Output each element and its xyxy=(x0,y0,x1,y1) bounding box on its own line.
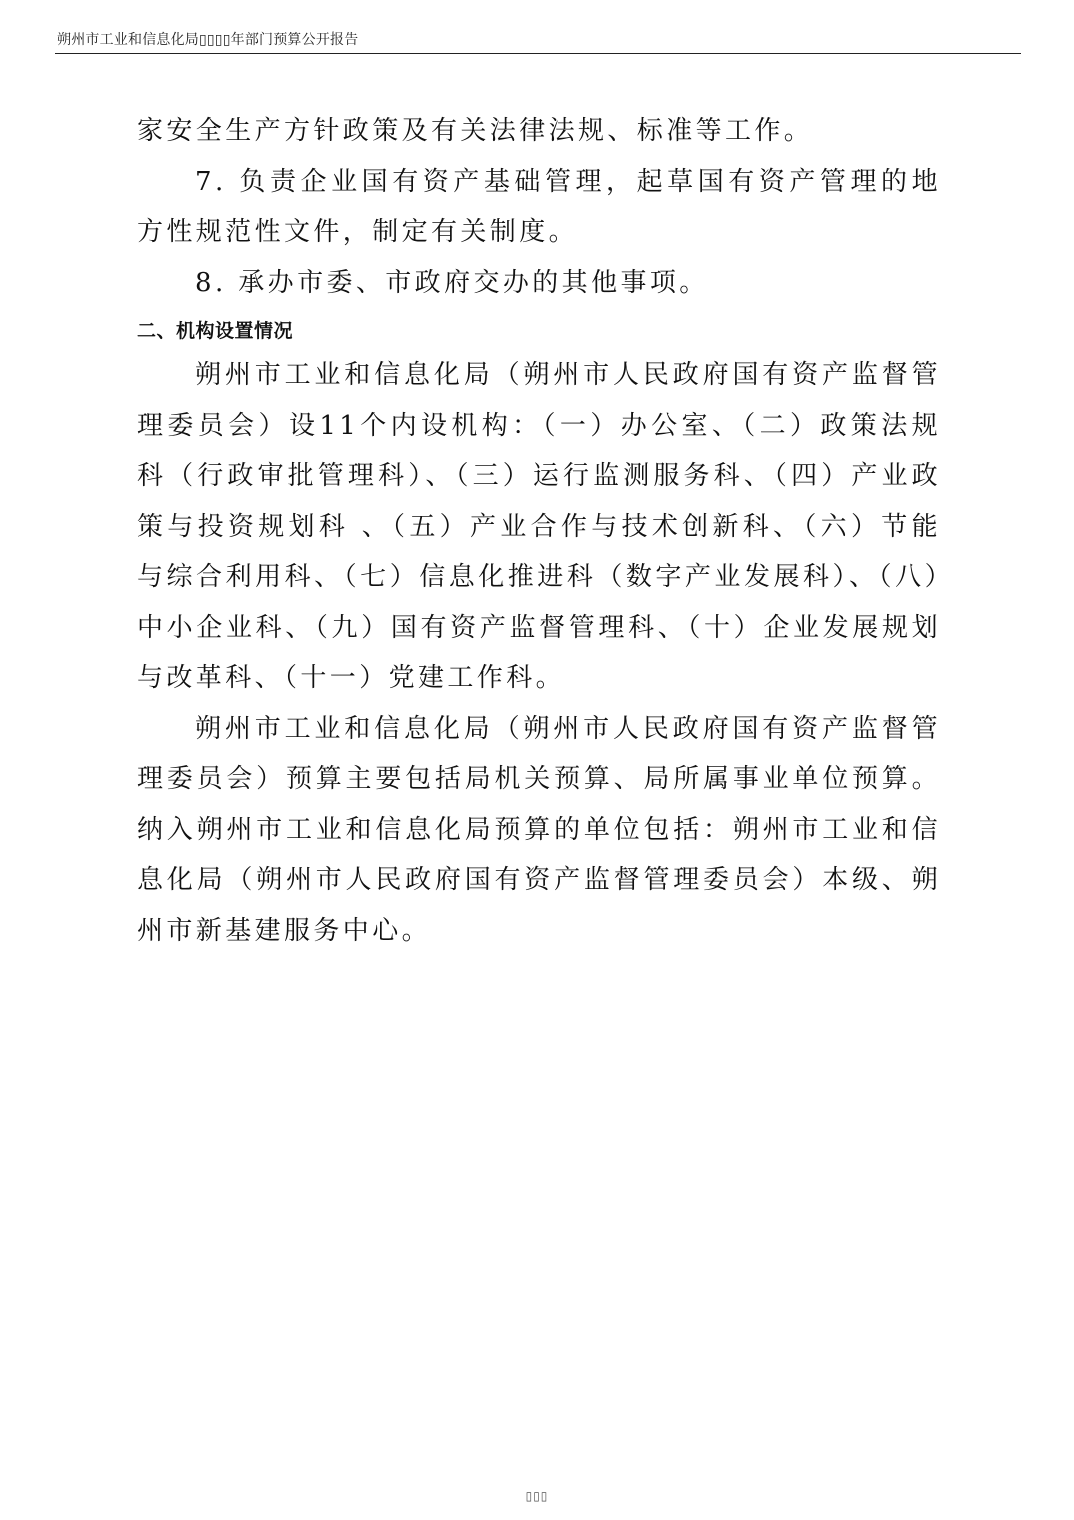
page-number: ▯▯▯ xyxy=(525,1489,549,1503)
document-body xyxy=(137,106,941,956)
list-item-7: 7. 负责企业国有资产基础管理，起草国有资产管理的地方性规范性文件，制定有关制度。 xyxy=(137,166,941,247)
organization-paragraph: 朔州市工业和信息化局（朔州市人民政府国有资产监督管理委员会）设11个内设机构：（一）办公室、（二）政策法规科（行政审批管理科）、（三）运行监测服务科、（四）产业政策与投资规划科 、（五）产业合作与技术创新科、（六）节能与综合利用科、（七）信息化推进科（数字产业发展科）、（八）中小企业科、（九）国有资产监督管理科、（十）企业发展规划与改革科、（十一）党建工作科。 xyxy=(137,360,941,693)
budget-scope-paragraph: 朔州市工业和信息化局（朔州市人民政府国有资产监督管理委员会）预算主要包括局机关预算、局所属事业单位预算。纳入朔州市工业和信息化局预算的单位包括：朔州市工业和信息化局（朔州市人民政府国有资产监督管理委员会）本级、朔州市新基建服务中心。 xyxy=(137,713,941,946)
list-item-8: 8. 承办市委、市政府交办的其他事项。 xyxy=(195,267,709,298)
header-divider xyxy=(55,53,1021,54)
page-header-title: 朔州市工业和信息化局▯▯▯▯年部门预算公开报告 xyxy=(57,32,359,48)
continued-paragraph: 家安全生产方针政策及有关法律法规、标准等工作。 xyxy=(137,116,814,146)
section-heading-organization: 二、机构设置情况 xyxy=(137,320,294,342)
